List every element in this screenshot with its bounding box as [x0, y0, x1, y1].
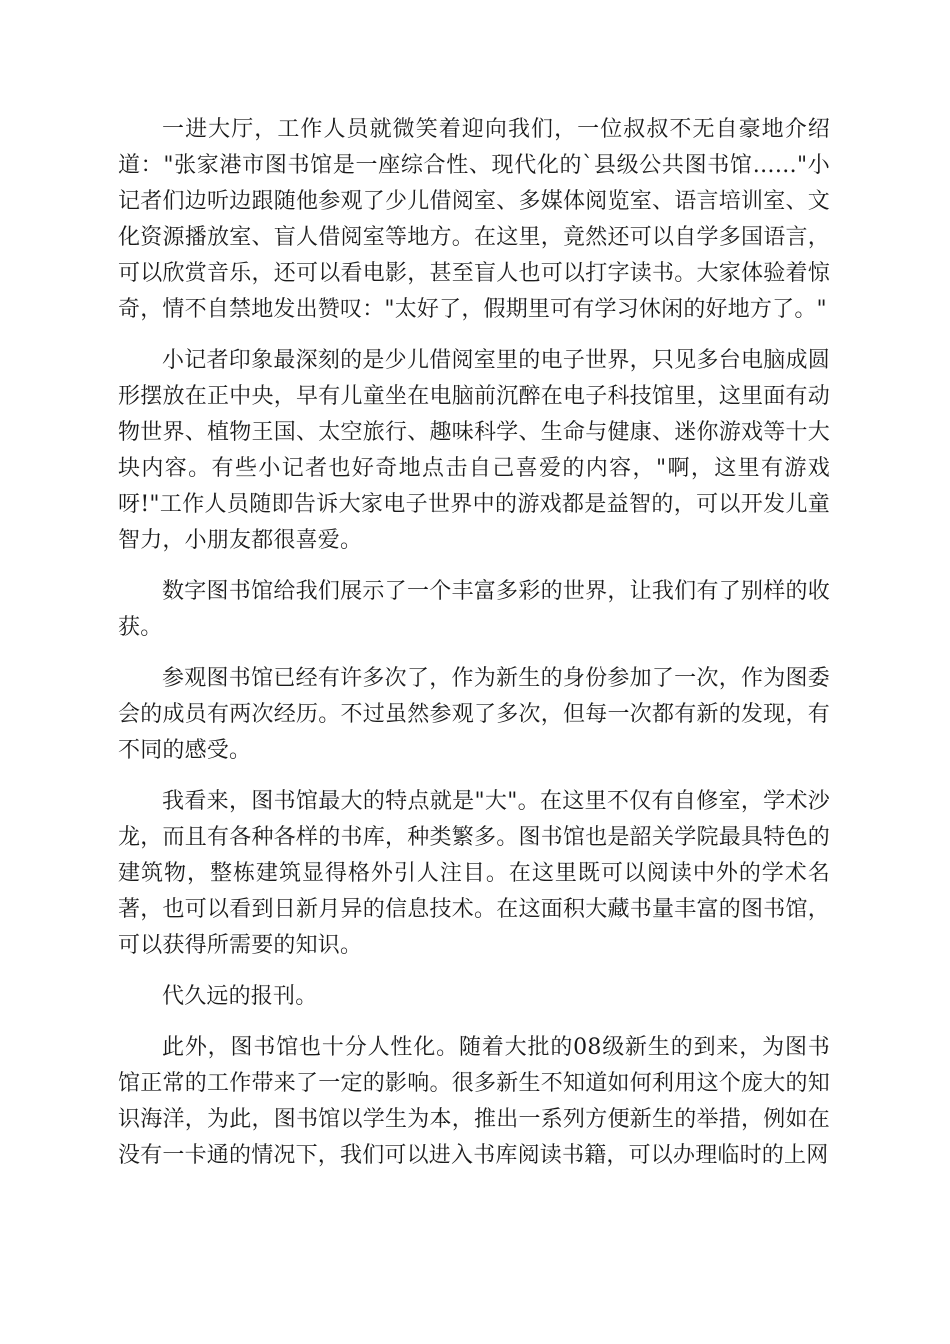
document-body — [118, 112, 830, 1189]
paragraph-6: 代久远的报刊。 — [162, 984, 318, 1009]
paragraph-5: 我看来，图书馆最大的特点就是"大"。在这里不仅有自修室，学术沙龙，而且有各种各样的书库，种类繁多。图书馆也是韶关学院最具特色的建筑物，整栋建筑显得格外引人注目。在这里既可以阅读中外的学术名著，也可以看到日新月异的信息技术。在这面积大藏书量丰富的图书馆，可以获得所需要的知识。 — [118, 789, 830, 958]
paragraph-1: 一进大厅，工作人员就微笑着迎向我们，一位叔叔不无自豪地介绍道："张家港市图书馆是一座综合性、现代化的`县级公共图书馆……"小记者们边听边跟随他参观了少儿借阅室、多媒体阅览室、语言培训室、文化资源播放室、盲人借阅室等地方。在这里，竟然还可以自学多国语言，可以欣赏音乐，还可以看电影，甚至盲人也可以打字读书。大家体验着惊奇，情不自禁地发出赞叹："太好了，假期里可有学习休闲的好地方了。" — [118, 117, 830, 322]
paragraph-3: 数字图书馆给我们展示了一个丰富多彩的世界，让我们有了别样的收获。 — [118, 579, 830, 640]
paragraph-7: 此外，图书馆也十分人性化。随着大批的08级新生的到来，为图书馆正常的工作带来了一定的影响。很多新生不知道如何利用这个庞大的知识海洋，为此，图书馆以学生为本，推出一系列方便新生的举措，例如在没有一卡通的情况下，我们可以进入书库阅读书籍，可以办理临时的上网 — [118, 1035, 830, 1168]
paragraph-2: 小记者印象最深刻的是少儿借阅室里的电子世界，只见多台电脑成圆形摆放在正中央，早有儿童坐在电脑前沉醉在电子科技馆里，这里面有动物世界、植物王国、太空旅行、趣味科学、生命与健康、迷你游戏等十大块内容。有些小记者也好奇地点击自己喜爱的内容，"啊，这里有游戏呀!"工作人员随即告诉大家电子世界中的游戏都是益智的，可以开发儿童智力，小朋友都很喜爱。 — [118, 348, 830, 553]
paragraph-4: 参观图书馆已经有许多次了，作为新生的身份参加了一次，作为图委会的成员有两次经历。不过虽然参观了多次，但每一次都有新的发现，有不同的感受。 — [118, 666, 830, 763]
